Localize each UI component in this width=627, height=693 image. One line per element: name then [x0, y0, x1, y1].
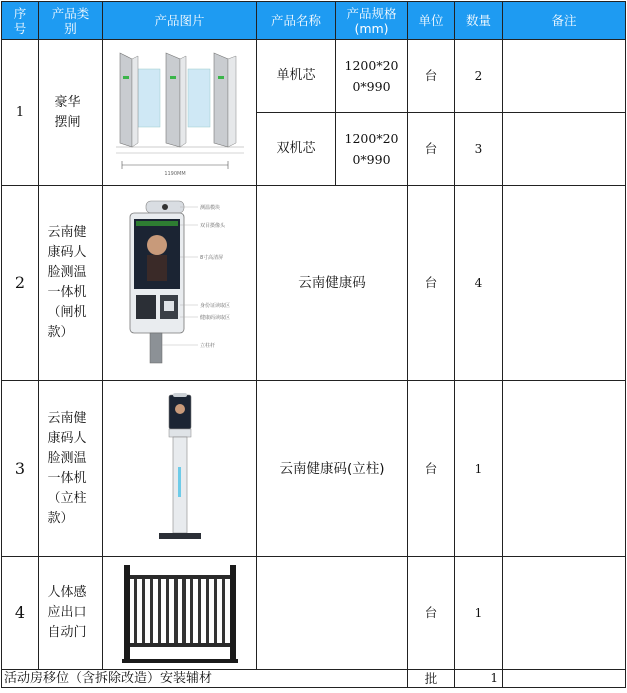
header-unit: 单位 — [408, 2, 455, 40]
header-image: 产品图片 — [103, 2, 257, 40]
product-unit: 台 — [408, 381, 455, 557]
turnstile-image — [110, 43, 250, 183]
row-type: 人体感应出口自动门 — [39, 557, 103, 670]
product-remark-single — [503, 40, 626, 113]
footer-remark — [503, 670, 626, 688]
product-unit: 台 — [408, 557, 455, 670]
product-name-double: 双机芯 — [257, 113, 336, 186]
svg-text:双目摄像头: 双目摄像头 — [199, 223, 225, 229]
table-row — [2, 186, 626, 381]
header-remark: 备注 — [503, 2, 626, 40]
product-qty: 1 — [455, 381, 503, 557]
product-qty: 4 — [455, 186, 503, 381]
svg-text:1190MM: 1190MM — [163, 170, 186, 177]
header-qty: 数量 — [455, 2, 503, 40]
footer-qty: 1 — [455, 670, 503, 688]
row-no: 4 — [2, 557, 39, 670]
svg-text:身份证读取区: 身份证读取区 — [199, 303, 230, 309]
footer-unit: 批 — [408, 670, 455, 688]
product-name-health-code-pillar: 云南健康码(立柱) — [257, 381, 408, 557]
table-row — [2, 40, 626, 113]
table-row — [2, 381, 626, 557]
product-remark-double — [503, 113, 626, 186]
product-image-face-terminal — [103, 186, 257, 381]
face-terminal-image — [110, 193, 250, 373]
product-unit-single: 台 — [408, 40, 455, 113]
product-name-auto-gate — [257, 557, 408, 670]
row-type: 豪华摆闸 — [39, 40, 103, 186]
header-type: 产品类别 — [39, 2, 103, 40]
product-image-auto-gate — [103, 557, 257, 670]
row-type: 云南健康码人脸测温一体机（闸机款） — [39, 186, 103, 381]
product-unit: 台 — [408, 186, 455, 381]
row-no: 1 — [2, 40, 39, 186]
header-spec: 产品规格(mm) — [336, 2, 408, 40]
svg-text:健康码读取区: 健康码读取区 — [199, 315, 230, 321]
svg-text:立柱杆: 立柱杆 — [199, 343, 215, 349]
row-no: 3 — [2, 381, 39, 557]
product-qty-single: 2 — [455, 40, 503, 113]
footer-label: 活动房移位（含拆除改造）安装辅材 — [2, 670, 408, 688]
auto-gate-image — [120, 561, 240, 665]
product-remark — [503, 186, 626, 381]
product-image-pillar-terminal — [103, 381, 257, 557]
product-qty: 1 — [455, 557, 503, 670]
product-image-turnstile — [103, 40, 257, 186]
product-name-health-code: 云南健康码 — [257, 186, 408, 381]
product-spec-single: 1200*200*990 — [336, 40, 408, 113]
header-no: 序号 — [2, 2, 39, 40]
svg-text:测温模块: 测温模块 — [199, 205, 220, 211]
product-remark — [503, 557, 626, 670]
product-remark — [503, 381, 626, 557]
header-name: 产品名称 — [257, 2, 336, 40]
table-row — [2, 557, 626, 670]
row-type: 云南健康码人脸测温一体机（立柱款） — [39, 381, 103, 557]
product-spec-double: 1200*200*990 — [336, 113, 408, 186]
svg-text:8寸高清屏: 8寸高清屏 — [199, 255, 223, 261]
table-header-row — [2, 2, 626, 40]
product-name-single: 单机芯 — [257, 40, 336, 113]
row-no: 2 — [2, 186, 39, 381]
product-unit-double: 台 — [408, 113, 455, 186]
pillar-terminal-image — [145, 389, 215, 549]
product-qty-double: 3 — [455, 113, 503, 186]
table-footer-row — [2, 670, 626, 688]
product-table — [1, 1, 626, 688]
